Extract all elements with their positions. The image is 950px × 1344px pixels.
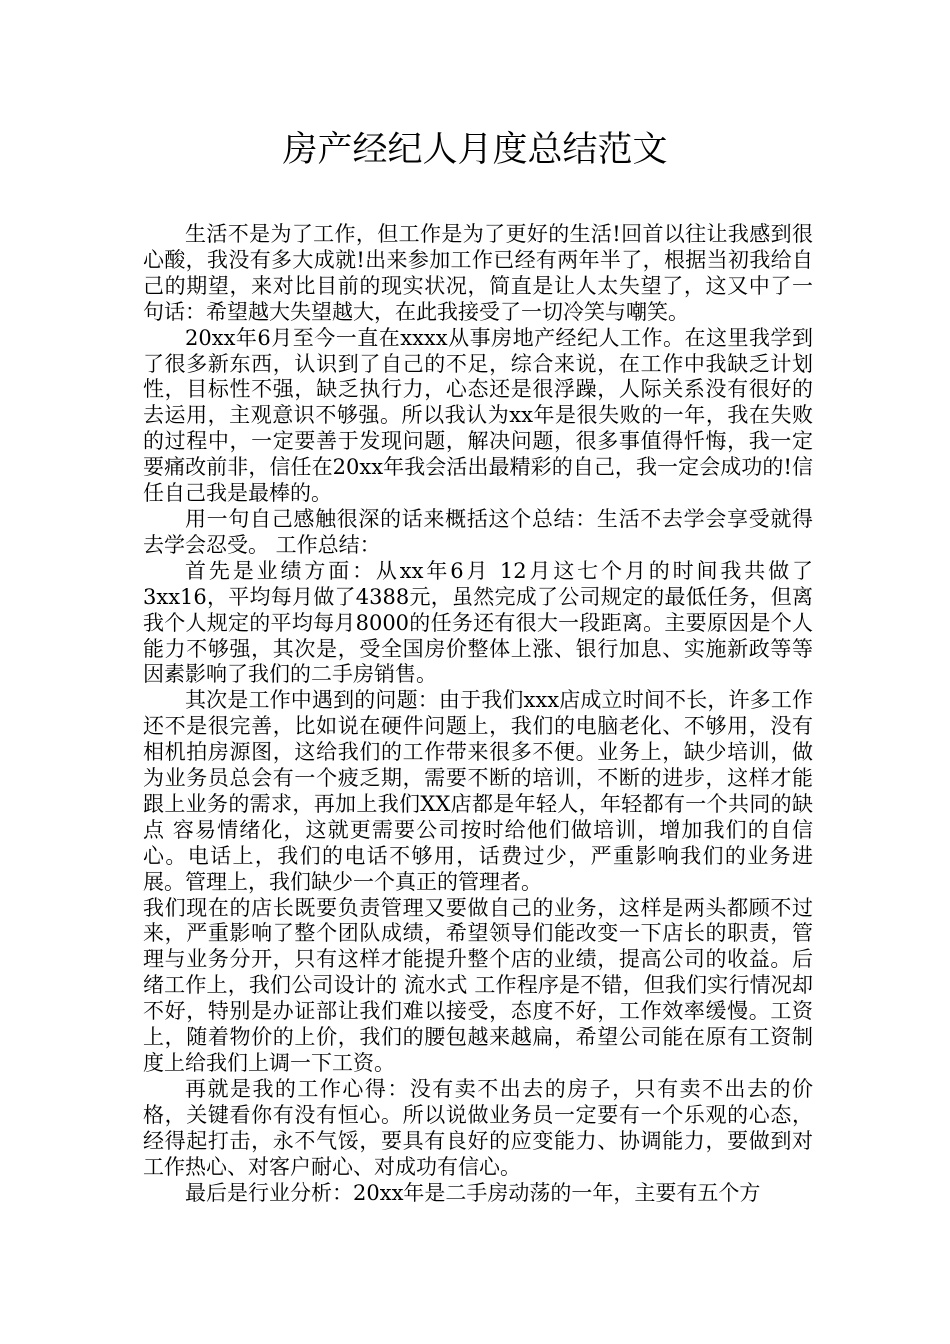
paragraph-experience: 再就是我的工作心得：没有卖不出去的房子，只有卖不出去的价格，关键看你有没有恒心。所以说做业务员一定要有一个乐观的心态，经得起打击，永不气馁，要具有良好的应变能力、协调能力，要做到对工作热心、对客户耐心、对成功有信心。 (143, 1076, 813, 1179)
document-title: 房产经纪人月度总结范文 (282, 130, 668, 170)
paragraph-problems: 其次是工作中遇到的问题：由于我们xxx店成立时间不长，许多工作还不是很完善，比如说在硬件问题上，我们的电脑老化、不够用，没有相机拍房源图，这给我们的工作带来很多不便。业务上，缺少培训，做为业务员总会有一个疲乏期，需要不断的培训，不断的进步，这样才能跟上业务的需求，再加上我们XX店都是年轻人，年轻都有一个共同的缺点 容易情绪化，这就更需要公司按时给他们做培训，增加我们的自信心。电话上，我们的电话不够用，话费过少，严重影响我们的业务进展。管理上，我们缺少一个真正的管理者。 (143, 688, 813, 894)
paragraph-performance: 首先是业绩方面：从xx年6月 12月这七个月的时间我共做了3xx16，平均每月做了4388元，虽然完成了公司规定的最低任务，但离我个人规定的平均每月8000的任务还有很大一段距离。主要原因是个人能力不够强，其次是，受全国房价整体上涨、银行加息、实施新政等等因素影响了我们的二手房销售。 (143, 558, 813, 687)
document-body (143, 222, 813, 1206)
paragraph-store-manager: 我们现在的店长既要负责管理又要做自己的业务，这样是两头都顾不过来，严重影响了整个团队成绩，希望领导们能改变一下店长的职责，管理与业务分开，只有这样才能提升整个店的业绩，提高公司的收益。后绪工作上，我们公司设计的 流水式 工作程序是不错，但我们实行情况却不好，特别是办证部让我们难以接受，态度不好，工作效率缓慢。工资上，随着物价的上价，我们的腰包越来越扁，希望公司能在原有工资制度上给我们上调一下工资。 (143, 895, 813, 1075)
paragraph-work-history: 20xx年6月至今一直在xxxx从事房地产经纪人工作。在这里我学到了很多新东西，认识到了自己的不足，综合来说，在工作中我缺乏计划性，目标性不强，缺乏执行力，心态还是很浮躁，人际关系没有很好的去运用，主观意识不够强。所以我认为xx年是很失败的一年，我在失败的过程中，一定要善于发现问题，解决问题，很多事值得忏悔，我一定要痛改前非，信任在20xx年我会活出最精彩的自己，我一定会成功的!信任自己我是最棒的。 (143, 325, 813, 506)
paragraph-intro: 生活不是为了工作，但工作是为了更好的生活!回首以往让我感到很心酸，我没有多大成就!出来参加工作已经有两年半了，根据当初我给自己的期望，来对比目前的现实状况，简直是让人太失望了，这又中了一句话：希望越大失望越大，在此我接受了一切冷笑与嘲笑。 (143, 222, 813, 324)
paragraph-industry-analysis: 最后是行业分析：20xx年是二手房动荡的一年，主要有五个方 (185, 1180, 761, 1205)
paragraph-summary-quote: 用一句自己感触很深的话来概括这个总结：生活不去学会享受就得去学会忍受。 工作总结： (143, 506, 813, 557)
